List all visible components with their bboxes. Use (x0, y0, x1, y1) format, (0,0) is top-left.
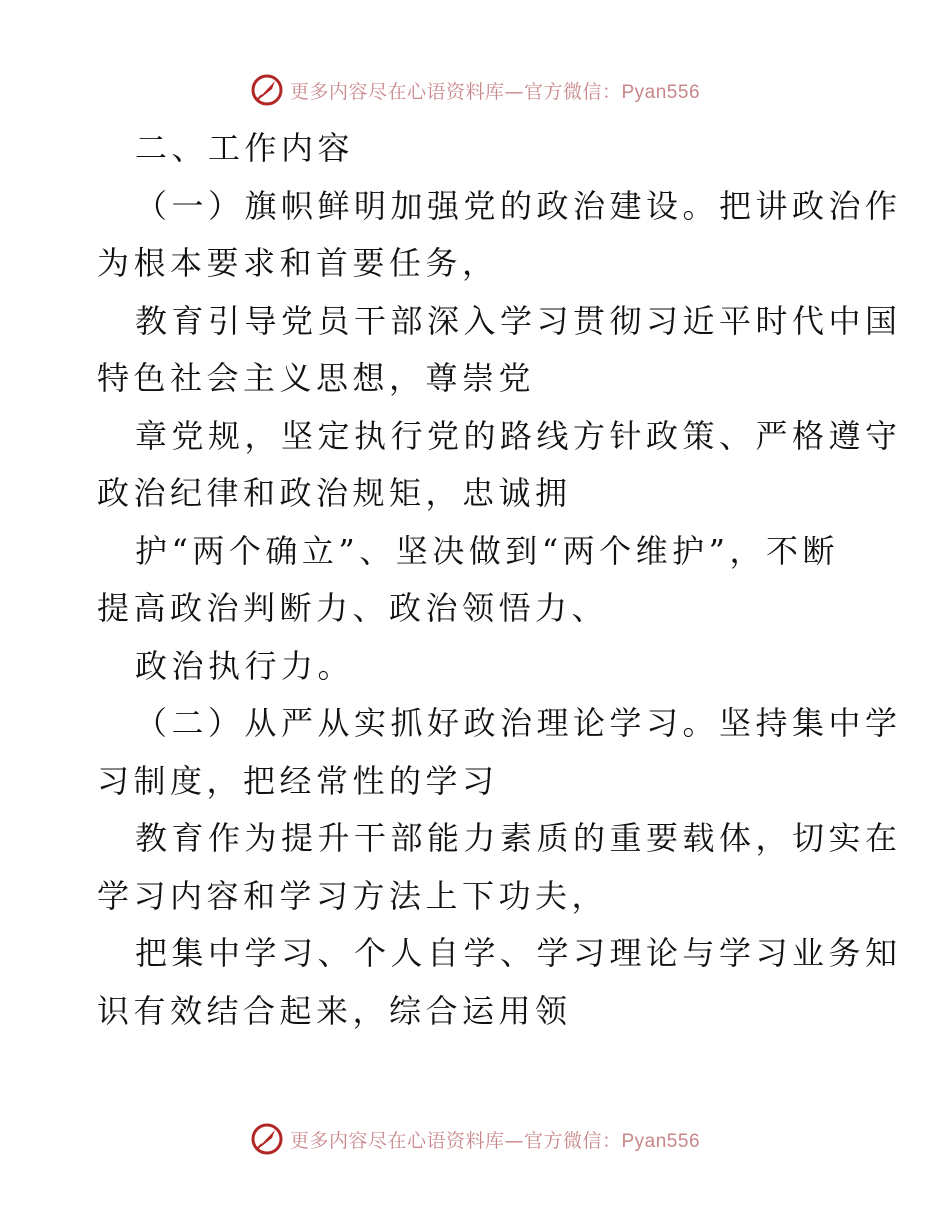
header-watermark (0, 70, 950, 110)
section-heading: 二、工作内容 (135, 129, 355, 167)
text-line: 学习内容和学习方法上下功夫， (97, 876, 609, 915)
header-watermark-text: 更多内容尽在心语资料库—官方微信：Pyan556 (289, 80, 701, 103)
text-line: 习制度，把经常性的学习 (97, 761, 499, 800)
quill-circle-logo-icon (250, 1122, 284, 1156)
text-line: 把集中学习、个人自学、学习理论与学习业务知 (135, 934, 902, 972)
text-line: 提高政治判断力、政治领悟力、 (97, 589, 609, 627)
document-body (97, 120, 902, 1040)
text-line: （二）从严从实抓好政治理论学习。坚持集中学 (135, 704, 902, 742)
text-line: 教育作为提升干部能力素质的重要载体，切实在 (135, 819, 902, 857)
quill-circle-logo-icon (250, 73, 284, 107)
text-line: 护“两个确立”、坚决做到“两个维护”，不断 (135, 531, 839, 570)
text-line: 章党规，坚定执行党的路线方针政策、严格遵守 (135, 416, 902, 455)
text-line: 特色社会主义思想，尊崇党 (97, 359, 536, 397)
text-line: 政治纪律和政治规矩，忠诚拥 (97, 474, 572, 512)
text-line: 政治执行力。 (135, 646, 355, 685)
footer-watermark-text: 更多内容尽在心语资料库—官方微信：Pyan556 (289, 1129, 701, 1152)
text-line: 识有效结合起来，综合运用领 (97, 991, 572, 1030)
text-line: 为根本要求和首要任务， (97, 244, 499, 282)
text-line: 教育引导党员干部深入学习贯彻习近平时代中国 (135, 301, 902, 340)
text-line: （一）旗帜鲜明加强党的政治建设。把讲政治作 (135, 186, 902, 225)
footer-watermark (0, 1119, 950, 1159)
